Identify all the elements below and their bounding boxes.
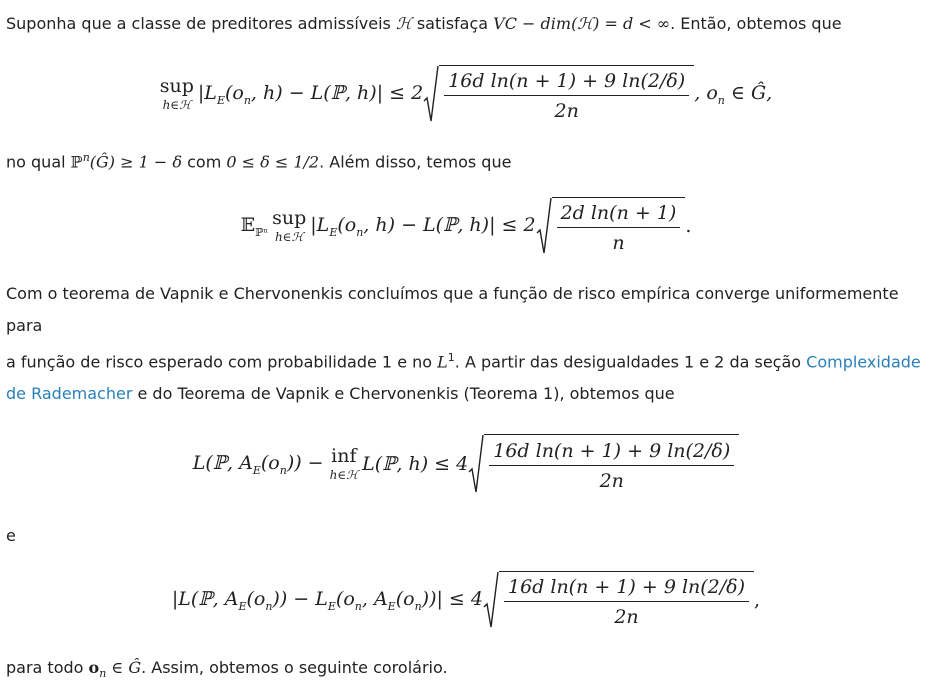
text-line: a função de risco esperado com probabilidade 1 e no $L^1$. A partir das desigualdades 1 e 2 da seção Complexidade de Rademacher e do Teorema de Vapnik e Chervonenkis (Teorema 1), obtemos que [6,351,921,404]
text: . Assim, obtemos o seguinte corolário. [141,658,448,677]
math-var: o [88,658,100,677]
equation-tail: . [685,215,692,237]
equation-lhs: L(ℙ, $A_E(o_n)$) − [192,451,324,477]
sup-operator: sup h∈ℋ [159,75,194,112]
fraction-numerator: 16d ln(n + 1) + 9 ln(2/δ) [444,70,689,96]
rademacher-link[interactable]: Complexidade de Rademacher [6,352,921,404]
math-sup: 1 [447,351,455,364]
math-sup: n [82,151,90,164]
text: . Então, obtemos que [670,14,842,33]
paragraph-probability [6,142,924,178]
sqrt-radical [468,434,739,494]
sqrt-radical [536,197,686,255]
fraction-denominator: 2n [614,605,639,628]
fraction-denominator: 2n [599,469,624,492]
equation-3 [0,432,932,496]
paragraph-assumption [6,8,924,40]
text: para todo [6,658,89,677]
equation-1 [0,64,932,124]
fraction-numerator: 16d ln(n + 1) + 9 ln(2/δ) [504,576,749,602]
math-class-symbol: ℋ [395,14,412,33]
math-var-rest: ∈ Ĝ [106,658,142,677]
equation-rhs: L(ℙ, h) ≤ 4 [362,453,469,475]
fraction-denominator: n [612,231,625,254]
conjunction-text: e [6,526,16,545]
equation-tail: , [754,589,761,611]
fraction-numerator: 16d ln(n + 1) + 9 ln(2/δ) [489,440,734,466]
text: com [182,152,227,172]
math-prob-rest: (Ĝ) ≥ 1 − δ [89,152,183,172]
paragraph-conclusion [6,652,924,690]
fraction-denominator: 2n [554,99,579,122]
math-prob: ℙ [70,152,83,172]
text-line: Com o teorema de Vapnik e Chervonenkis concluímos que a função de risco empírica converge uniformemente para [6,284,899,335]
text: . Além disso, temos que [319,152,512,172]
text: satisfaça [411,14,494,33]
equation-lhs: |L(ℙ, $A_E(o_n)) - L_E(o_n$, $A_E(o_n))| \le 4$ [171,587,483,613]
text: Suponha que a classe de preditores admissíveis [6,14,396,33]
inf-operator: inf h∈ℋ [329,445,359,482]
equation-tail: , $o_n$ ∈ Ĝ, [694,81,773,107]
fraction-numerator: 2d ln(n + 1) [557,202,681,228]
math-range: 0 ≤ δ ≤ 1/2 [226,152,320,172]
sqrt-radical [483,571,754,629]
equation-lhs: $|L_E(o_n$, h) − L(ℙ, h)| ≤ 2 [310,213,536,239]
sup-operator: sup h∈ℋ [272,207,307,244]
math-sub: n [99,667,107,681]
sqrt-radical [423,65,694,123]
math-lp: L [437,352,448,372]
expectation-symbol: 𝔼$_{ℙ^n}$ [240,213,269,239]
equation-4 [0,570,932,630]
equation-2 [0,196,932,256]
text: no qual [6,152,71,172]
math-vc-condition: VC − dim(ℋ) = d < ∞ [493,14,671,33]
equation-lhs: $|L_E(o_n$, h) − L(ℙ, h)| ≤ 2 [197,81,424,107]
paragraph-vapnik [6,278,924,410]
